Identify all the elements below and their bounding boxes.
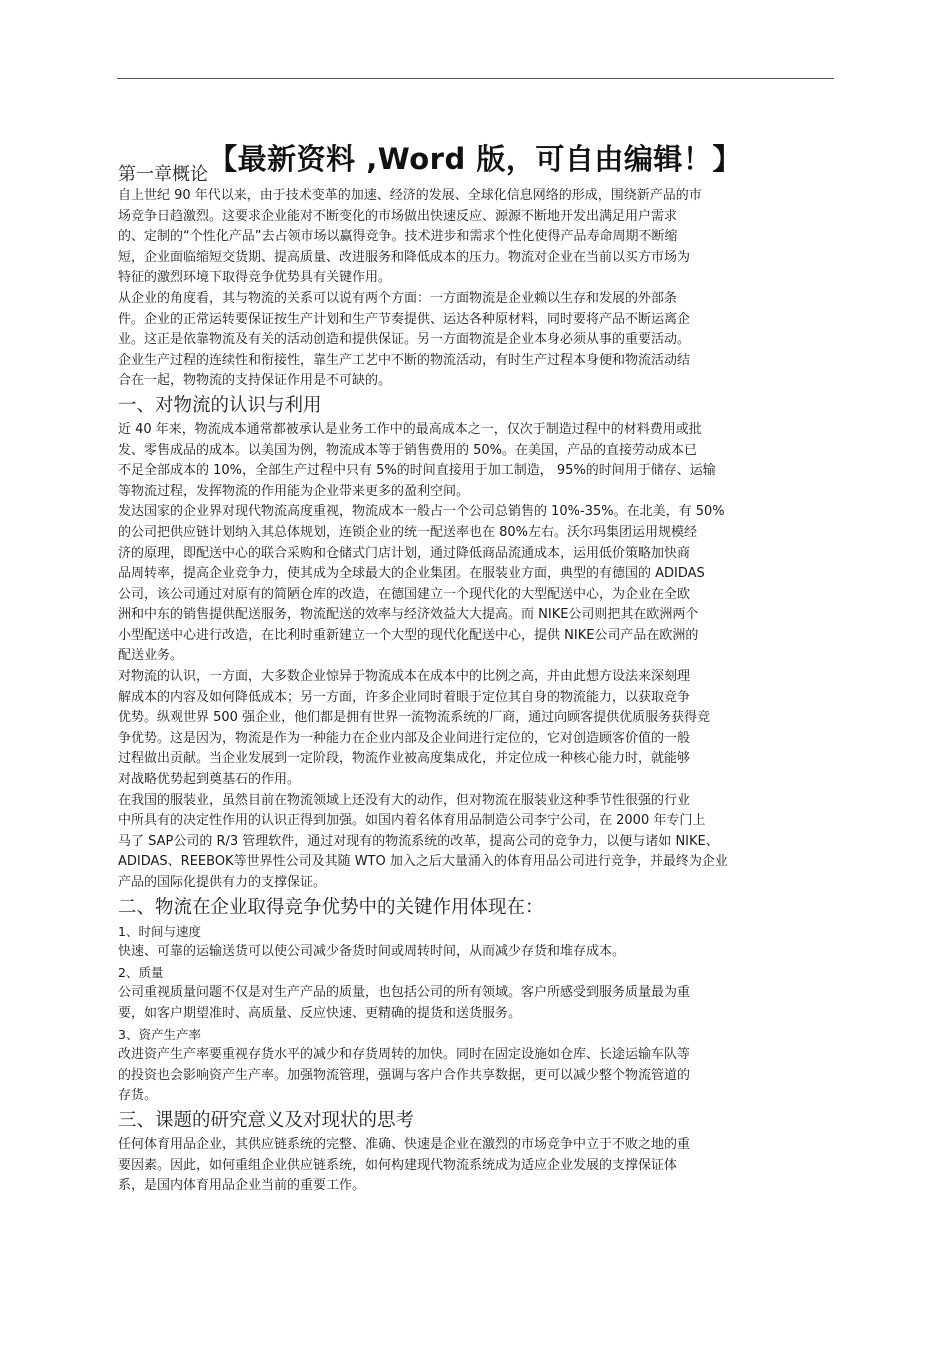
text-line: 济的原理，即配送中心的联合采购和仓储式门店计划，通过降低商品流通成本，运用低价策略加快商 (118, 545, 691, 561)
subsection-heading: 3、资产生产率 (118, 1026, 201, 1042)
text-line: 优势。纵观世界 500 强企业，他们都是拥有世界一流物流系统的厂商，通过向顾客提供优质服务获得竞 (118, 710, 711, 726)
text-line: 洲和中东的销售提供配送服务，物流配送的效率与经济效益大大提高。而 NIKE公司则把其在欧洲两个 (118, 607, 699, 623)
text-line: 发达国家的企业界对现代物流高度重视，物流成本一般占一个公司总销售的 10%-35%。在北美，有 50% (118, 504, 725, 520)
text-line: 企业生产过程的连续性和衔接性，靠生产工艺中不断的物流活动，有时生产过程本身便和物流活动结 (118, 352, 691, 368)
text-line: 合在一起，物物流的支持保证作用是不可缺的。 (118, 373, 392, 389)
text-line: 产品的国际化提供有力的支撑保证。 (118, 875, 327, 890)
intro-paragraphs (118, 186, 836, 392)
text-line: 自上世纪 90 年代以来，由于技术变革的加速、经济的发展、全球化信息网络的形成，围绕新产品的市 (118, 188, 702, 203)
text-line: 从企业的角度看，其与物流的关系可以说有两个方面：一方面物流是企业赖以生存和发展的外部条 (118, 290, 678, 306)
text-line: 业。这正是依靠物流及有关的活动创造和提供保证。另一方面物流是企业本身必须从事的重要活动。 (118, 332, 691, 348)
section-2-heading: 二、物流在企业取得竞争优势中的关键作用体现在： (118, 896, 544, 918)
section-2-body (118, 922, 836, 1107)
text-line: 的公司把供应链计划纳入其总体规划，连锁企业的统一配送率也在 80%左右。沃尔玛集团运用规模经 (118, 524, 698, 540)
text-line: 的、定制的“个性化产品”去占领市场以赢得竞争。技术进步和需求个性化使得产品寿命周期不断缩 (118, 229, 678, 245)
section-1-body (118, 420, 836, 894)
text-line: 的投资也会影响资产生产率。加强物流管理，强调与客户合作共享数据，更可以减少整个物流管道的 (118, 1067, 691, 1083)
text-line: ADIDAS、REEBOK等世界性公司及其随 WTO 加入之后大量涌入的体育用品公司进行竞争，并最终为企业 (118, 854, 728, 870)
text-line: 场竞争日趋激烈。这要求企业能对不断变化的市场做出快速反应、源源不断地开发出满足用户需求 (118, 208, 678, 224)
text-line: 对物流的认识，一方面，大多数企业惊异于物流成本在成本中的比例之高，并由此想方设法来深刻理 (118, 669, 691, 685)
text-line: 系，是国内体育用品企业当前的重要工作。 (118, 1178, 366, 1194)
text-line: 配送业务。 (118, 648, 184, 664)
document-body (118, 186, 836, 1197)
section-3-body (118, 1135, 836, 1197)
text-line: 存货。 (118, 1088, 158, 1104)
text-line: 对战略优势起到奠基石的作用。 (118, 772, 301, 788)
text-line: 发、零售成品的成本。以美国为例，物流成本等于销售费用的 50%。在美国，产品的直接劳动成本已 (118, 442, 698, 458)
text-line: 短，企业面临缩短交货期、提高质量、改进服务和降低成本的压力。物流对企业在当前以买方市场为 (118, 249, 691, 265)
text-line: 等物流过程，发挥物流的作用能为企业带来更多的盈利空间。 (118, 483, 470, 499)
text-line: 马了 SAP公司的 R/3 管理软件，通过对现有的物流系统的改革，提高公司的竞争力，以便与诸如 NIKE、 (118, 833, 719, 849)
text-line: 不足全部成本的 10%，全部生产过程中只有 5%的时间直接用于加工制造， 95%的时间用于储存、运输 (118, 463, 716, 479)
text-line: 近 40 年来，物流成本通常都被承认是业务工作中的最高成本之一，仅次于制造过程中的材料费用或批 (118, 421, 702, 437)
text-line: 公司重视质量问题不仅是对生产产品的质量，也包括公司的所有领域。客户所感受到服务质量最为重 (118, 985, 691, 1001)
text-line: 解成本的内容及如何降低成本；另一方面，许多企业同时着眼于定位其自身的物流能力，以获取竞争 (118, 689, 691, 705)
text-line: 快速、可靠的运输送货可以使公司减少备货时间或周转时间，从而减少存货和堆存成本。 (118, 944, 626, 960)
text-line: 件。企业的正常运转要保证按生产计划和生产节奏提供、运达各种原材料，同时要将产品不断运离企 (118, 311, 691, 327)
text-line: 公司，该公司通过对原有的简陋仓库的改造，在德国建立一个现代化的大型配送中心，为企业在全欧 (118, 586, 691, 602)
text-line: 特征的激烈环境下取得竞争优势具有关键作用。 (118, 270, 392, 286)
text-line: 要因素。因此，如何重组企业供应链系统，如何构建现代物流系统成为适应企业发展的支撑保证体 (118, 1157, 678, 1173)
section-1-heading: 一、对物流的认识与利用 (118, 394, 322, 416)
text-line: 要，如客户期望准时、高质量、反应快速、更精确的提货和送货服务。 (118, 1005, 522, 1021)
chapter-title: 第一章概论 (118, 164, 208, 185)
subsection-heading: 1、时间与速度 (118, 923, 201, 939)
text-line: 小型配送中心进行改造，在比利时重新建立一个大型的现代化配送中心，提供 NIKE公司产品在欧洲的 (118, 627, 699, 643)
section-3-heading: 三、课题的研究意义及对现状的思考 (118, 1109, 415, 1131)
subsection-heading: 2、质量 (118, 964, 164, 980)
text-line: 过程做出贡献。当企业发展到一定阶段，物流作业被高度集成化，并定位成一种核心能力时，就能够 (118, 751, 691, 767)
text-line: 品周转率，提高企业竞争力，使其成为全球最大的企业集团。在服装业方面，典型的有德国的 ADIDAS (118, 566, 705, 582)
banner-title: 【最新资料 ,Word 版，可自由编辑！】 (208, 142, 742, 176)
text-line: 在我国的服装业，虽然目前在物流领域上还没有大的动作，但对物流在服装业这种季节性很强的行业 (118, 792, 691, 808)
text-line: 改进资产生产率要重视存货水平的减少和存货周转的加快。同时在固定设施如仓库、长途运输车队等 (118, 1047, 691, 1063)
text-line: 任何体育用品企业，其供应链系统的完整、准确、快速是企业在激烈的市场竞争中立于不败之地的重 (118, 1136, 691, 1152)
header-rule (117, 78, 834, 79)
text-line: 中所具有的决定性作用的认识正得到加强。如国内着名体育用品制造公司李宁公司，在 2000 年专门上 (118, 813, 706, 829)
text-line: 争优势。这是因为，物流是作为一种能力在企业内部及企业间进行定位的，它对创造顾客价值的一般 (118, 730, 691, 746)
